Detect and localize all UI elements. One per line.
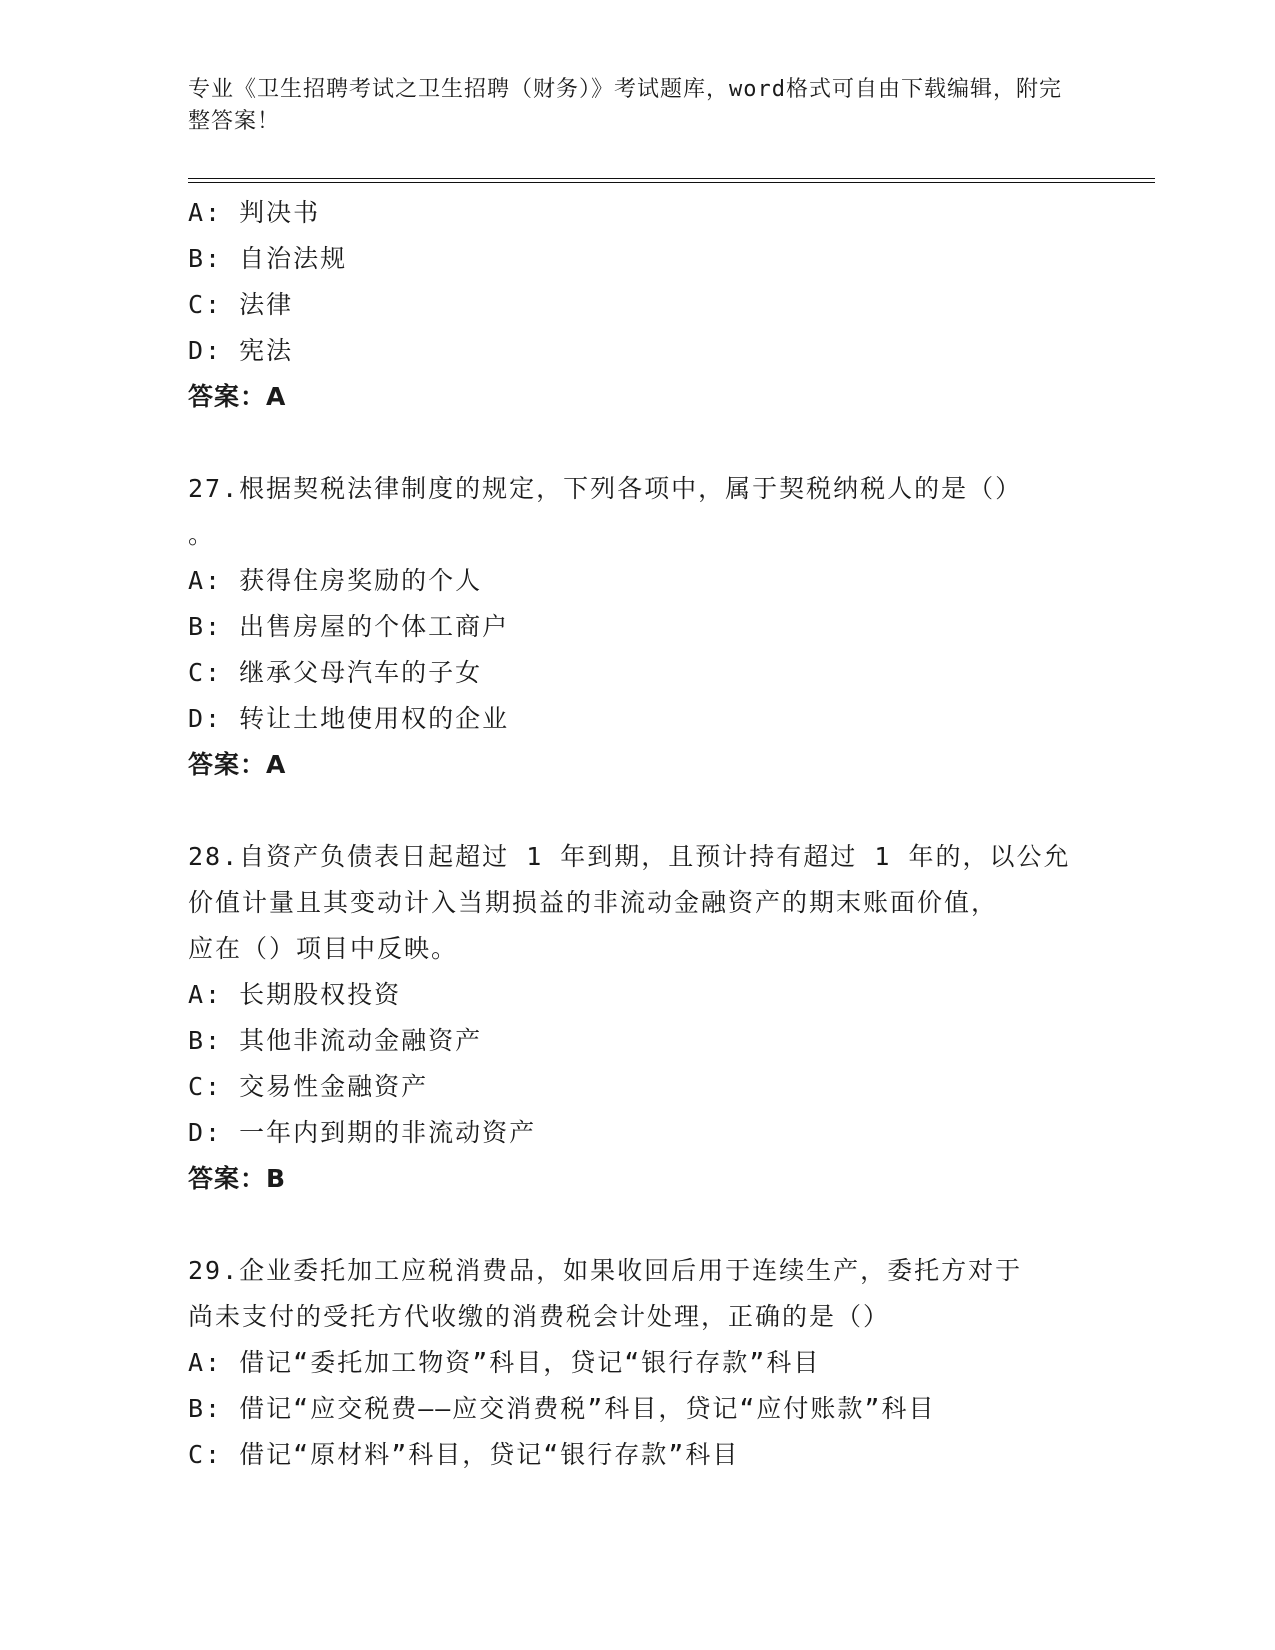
question-stem-line: 应在（）项目中反映。 xyxy=(188,934,459,963)
question-stem-line: 尚未支付的受托方代收缴的消费税会计处理，正确的是（） xyxy=(188,1302,891,1331)
answer: 答案：A xyxy=(188,382,287,411)
question-stem-line: 28.自资产负债表日起超过 1 年到期，且预计持有超过 1 年的，以公允 xyxy=(188,842,1071,871)
header-rule-bottom xyxy=(188,182,1155,183)
question-26 xyxy=(188,190,1088,420)
option-a: A: 借记“委托加工物资”科目，贷记“银行存款”科目 xyxy=(188,1348,821,1377)
option-b: B: 借记“应交税费——应交消费税”科目，贷记“应付账款”科目 xyxy=(188,1394,936,1423)
option-b: B: 其他非流动金融资产 xyxy=(188,1026,483,1055)
question-stem-line: 。 xyxy=(188,520,216,549)
question-stem-line: 27.根据契税法律制度的规定，下列各项中，属于契税纳税人的是（） xyxy=(188,474,1023,503)
question-stem-line: 价值计量且其变动计入当期损益的非流动金融资产的期末账面价值， xyxy=(188,888,999,917)
question-27 xyxy=(188,466,1088,788)
option-d: D: 转让土地使用权的企业 xyxy=(188,704,510,733)
question-28 xyxy=(188,834,1088,1202)
header-rule-top xyxy=(188,178,1155,179)
option-b: B: 出售房屋的个体工商户 xyxy=(188,612,510,641)
option-a: A: 长期股权投资 xyxy=(188,980,402,1009)
question-content xyxy=(188,190,1088,1478)
question-stem-line: 29.企业委托加工应税消费品，如果收回后用于连续生产，委托方对于 xyxy=(188,1256,1023,1285)
option-c: C: 继承父母汽车的子女 xyxy=(188,658,483,687)
option-a: A: 判决书 xyxy=(188,198,321,227)
option-b: B: 自治法规 xyxy=(188,244,348,273)
option-a: A: 获得住房奖励的个人 xyxy=(188,566,483,595)
option-c: C: 法律 xyxy=(188,290,294,319)
option-d: D: 宪法 xyxy=(188,336,294,365)
option-c: C: 交易性金融资产 xyxy=(188,1072,429,1101)
option-d: D: 一年内到期的非流动资产 xyxy=(188,1118,537,1147)
question-29 xyxy=(188,1248,1088,1478)
answer: 答案：B xyxy=(188,1164,287,1193)
option-c: C: 借记“原材料”科目，贷记“银行存款”科目 xyxy=(188,1440,740,1469)
answer: 答案：A xyxy=(188,750,287,779)
document-header: 专业《卫生招聘考试之卫生招聘（财务）》考试题库，word格式可自由下载编辑，附完整答案！ xyxy=(188,77,1062,134)
